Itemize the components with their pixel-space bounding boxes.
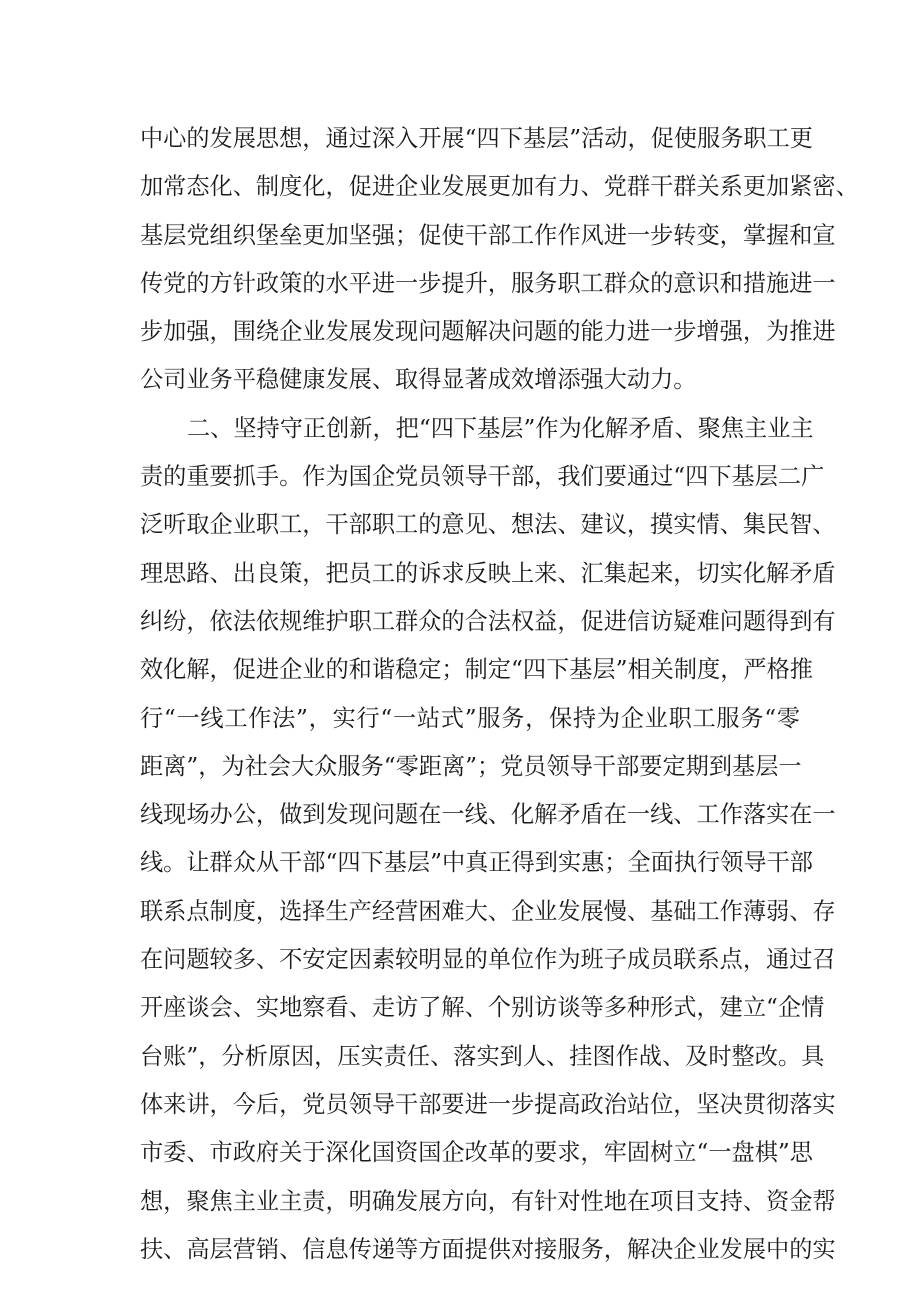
text-line: 基层党组织堡垒更加坚强；促使干部工作作风进一步转变，掌握和宣 <box>140 221 836 249</box>
text-line: 在问题较多、不安定因素较明显的单位作为班子成员联系点，通过召 <box>140 946 836 974</box>
text-line: 传党的方针政策的水平进一步提升，服务职工群众的意识和措施进一 <box>140 269 836 297</box>
text-line: 纠纷，依法依规维护职工群众的合法权益，促进信访疑难问题得到有 <box>140 607 836 635</box>
text-line: 距离”，为社会大众服务“零距离”；党员领导干部要定期到基层一 <box>140 752 802 780</box>
text-line: 想，聚焦主业主责，明确发展方向，有针对性地在项目支持、资金帮 <box>140 1187 836 1215</box>
text-line: 开座谈会、实地察看、走访了解、个别访谈等多种形式，建立“企情 <box>140 994 825 1022</box>
text-line: 联系点制度，选择生产经营困难大、企业发展慢、基础工作薄弱、存 <box>140 897 836 925</box>
text-line: 体来讲，今后，党员领导干部要进一步提高政治站位，坚决贯彻落实 <box>140 1090 836 1118</box>
text-line: 加常态化、制度化，促进企业发展更加有力、党群干群关系更加紧密、 <box>140 173 859 201</box>
text-line: 线现场办公，做到发现问题在一线、化解矛盾在一线、工作落实在一 <box>140 801 836 829</box>
text-line: 线。让群众从干部“四下基层”中真正得到实惠；全面执行领导干部 <box>140 849 813 877</box>
text-line: 理思路、出良策，把员工的诉求反映上来、汇集起来，切实化解矛盾 <box>140 559 836 587</box>
section-heading-line: 二、坚持守正创新，把“四下基层”作为化解矛盾、聚焦主业主 <box>187 414 814 442</box>
text-line: 效化解，促进企业的和谐稳定；制定“四下基层”相关制度，严格推 <box>140 656 813 684</box>
text-line: 台账”，分析原因，压实责任、落实到人、挂图作战、及时整改。具 <box>140 1042 825 1070</box>
text-line: 中心的发展思想，通过深入开展“四下基层”活动，促使服务职工更 <box>140 125 813 152</box>
text-line: 市委、市政府关于深化国资国企改革的要求，牢固树立“一盘棋”思 <box>140 1139 813 1167</box>
text-line: 步加强，围绕企业发展发现问题解决问题的能力进一步增强，为推进 <box>140 318 836 346</box>
text-line: 扶、高层营销、信息传递等方面提供对接服务，解决企业发展中的实 <box>140 1235 836 1263</box>
text-line: 责的重要抓手。作为国企党员领导干部，我们要通过“四下基层二广 <box>140 463 825 491</box>
text-line: 公司业务平稳健康发展、取得显著成效增添强大动力。 <box>140 366 697 394</box>
text-line: 行“一线工作法”，实行“一站式”服务，保持为企业职工服务“零 <box>140 704 800 732</box>
text-line: 泛听取企业职工，干部职工的意见、想法、建议，摸实情、集民智、 <box>140 511 836 539</box>
document-body <box>140 115 859 1274</box>
